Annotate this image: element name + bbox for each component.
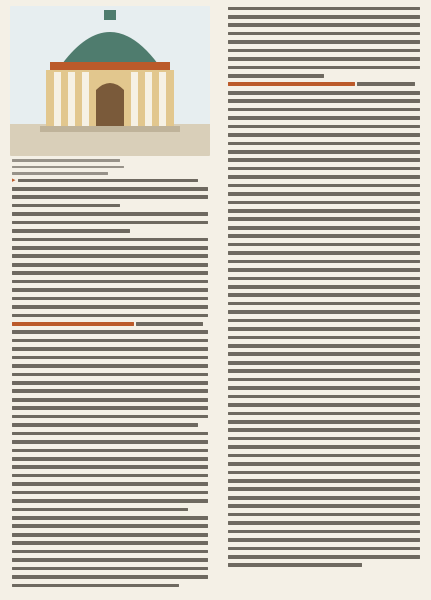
text-line bbox=[12, 505, 208, 513]
caption-line bbox=[12, 164, 130, 170]
article-column-left bbox=[12, 176, 208, 589]
text-line bbox=[12, 244, 208, 252]
text-line bbox=[228, 401, 420, 409]
text-line bbox=[12, 463, 208, 471]
text-line bbox=[228, 375, 420, 383]
text-line bbox=[228, 493, 420, 501]
text-line bbox=[228, 88, 420, 96]
text-line bbox=[12, 581, 208, 589]
text-line bbox=[12, 539, 208, 547]
text-line bbox=[228, 173, 420, 181]
text-line bbox=[228, 367, 420, 375]
text-line bbox=[12, 252, 208, 260]
text-line bbox=[228, 409, 420, 417]
text-line bbox=[12, 345, 208, 353]
text-line bbox=[12, 286, 208, 294]
text-line bbox=[12, 573, 208, 581]
text-line bbox=[228, 477, 420, 485]
text-line bbox=[228, 426, 420, 434]
text-line bbox=[12, 488, 208, 496]
text-line bbox=[228, 544, 420, 552]
text-line bbox=[228, 561, 420, 569]
text-line bbox=[228, 232, 420, 240]
text-line bbox=[228, 72, 420, 80]
text-line bbox=[228, 223, 420, 231]
text-line bbox=[228, 274, 420, 282]
continuation-arrow-icon: ▸ bbox=[12, 176, 16, 184]
text-line bbox=[12, 370, 208, 378]
text-line bbox=[228, 282, 420, 290]
text-line bbox=[228, 460, 420, 468]
text-line bbox=[228, 4, 420, 12]
text-line bbox=[12, 564, 208, 572]
text-line bbox=[228, 198, 420, 206]
rotunda-illustration bbox=[10, 6, 210, 156]
text-line bbox=[228, 392, 420, 400]
text-line bbox=[12, 362, 208, 370]
text-line bbox=[12, 471, 208, 479]
text-line bbox=[12, 277, 208, 285]
text-line bbox=[228, 105, 420, 113]
text-line bbox=[12, 353, 208, 361]
text-line bbox=[228, 97, 420, 105]
text-line bbox=[228, 536, 420, 544]
text-line bbox=[228, 451, 420, 459]
text-line bbox=[228, 249, 420, 257]
text-line bbox=[228, 443, 420, 451]
text-line bbox=[228, 485, 420, 493]
text-line bbox=[228, 114, 420, 122]
text-line bbox=[12, 210, 208, 218]
text-line bbox=[12, 514, 208, 522]
text-line bbox=[12, 311, 208, 319]
section-heading bbox=[12, 322, 134, 326]
text-line bbox=[228, 299, 420, 307]
text-line bbox=[228, 350, 420, 358]
text-line bbox=[228, 164, 420, 172]
text-line bbox=[228, 468, 420, 476]
text-line bbox=[228, 257, 420, 265]
text-line bbox=[228, 131, 420, 139]
text-line bbox=[12, 303, 208, 311]
text-line bbox=[228, 21, 420, 29]
text-line bbox=[228, 434, 420, 442]
text-line bbox=[12, 429, 208, 437]
text-line bbox=[228, 38, 420, 46]
text-line bbox=[12, 336, 208, 344]
section-heading bbox=[228, 82, 355, 86]
text-line bbox=[228, 333, 420, 341]
text-line bbox=[228, 502, 420, 510]
text-line bbox=[12, 412, 208, 420]
text-line bbox=[12, 421, 208, 429]
text-line bbox=[12, 404, 208, 412]
text-line bbox=[228, 266, 420, 274]
text-line bbox=[12, 395, 208, 403]
text-line bbox=[228, 291, 420, 299]
text-line bbox=[228, 417, 420, 425]
text-line bbox=[228, 240, 420, 248]
text-line bbox=[12, 556, 208, 564]
text-line bbox=[12, 387, 208, 395]
text-line bbox=[228, 316, 420, 324]
text-line bbox=[12, 530, 208, 538]
text-line bbox=[12, 201, 208, 209]
text-line bbox=[12, 454, 208, 462]
text-line bbox=[12, 269, 208, 277]
text-line bbox=[228, 207, 420, 215]
text-line bbox=[228, 384, 420, 392]
article-column-right bbox=[228, 4, 420, 569]
text-line bbox=[228, 46, 420, 54]
text-line bbox=[12, 218, 208, 226]
text-line bbox=[12, 328, 208, 336]
text-line bbox=[12, 379, 208, 387]
text-line bbox=[228, 325, 420, 333]
text-line bbox=[228, 63, 420, 71]
text-line bbox=[12, 446, 208, 454]
text-line bbox=[12, 294, 208, 302]
text-line bbox=[228, 519, 420, 527]
text-line bbox=[228, 527, 420, 535]
text-line bbox=[228, 80, 420, 88]
text-line bbox=[228, 510, 420, 518]
text-line bbox=[12, 260, 208, 268]
text-line bbox=[12, 193, 208, 201]
text-line bbox=[228, 215, 420, 223]
text-line bbox=[228, 147, 420, 155]
rotunda-building-icon bbox=[10, 6, 210, 156]
text-line bbox=[228, 156, 420, 164]
text-line bbox=[12, 235, 208, 243]
text-line bbox=[12, 176, 208, 184]
text-line bbox=[12, 319, 208, 327]
text-line bbox=[12, 522, 208, 530]
text-line bbox=[12, 547, 208, 555]
text-line bbox=[12, 227, 208, 235]
text-line bbox=[228, 29, 420, 37]
text-line bbox=[228, 139, 420, 147]
text-line bbox=[228, 342, 420, 350]
text-line bbox=[228, 55, 420, 63]
text-line bbox=[228, 308, 420, 316]
text-line bbox=[228, 122, 420, 130]
text-line bbox=[228, 358, 420, 366]
text-line bbox=[228, 190, 420, 198]
text-line bbox=[12, 438, 208, 446]
text-line bbox=[12, 184, 208, 192]
text-line bbox=[228, 12, 420, 20]
text-line bbox=[12, 480, 208, 488]
text-line bbox=[228, 552, 420, 560]
text-line bbox=[12, 497, 208, 505]
text-line bbox=[228, 181, 420, 189]
figure-caption bbox=[12, 158, 130, 177]
